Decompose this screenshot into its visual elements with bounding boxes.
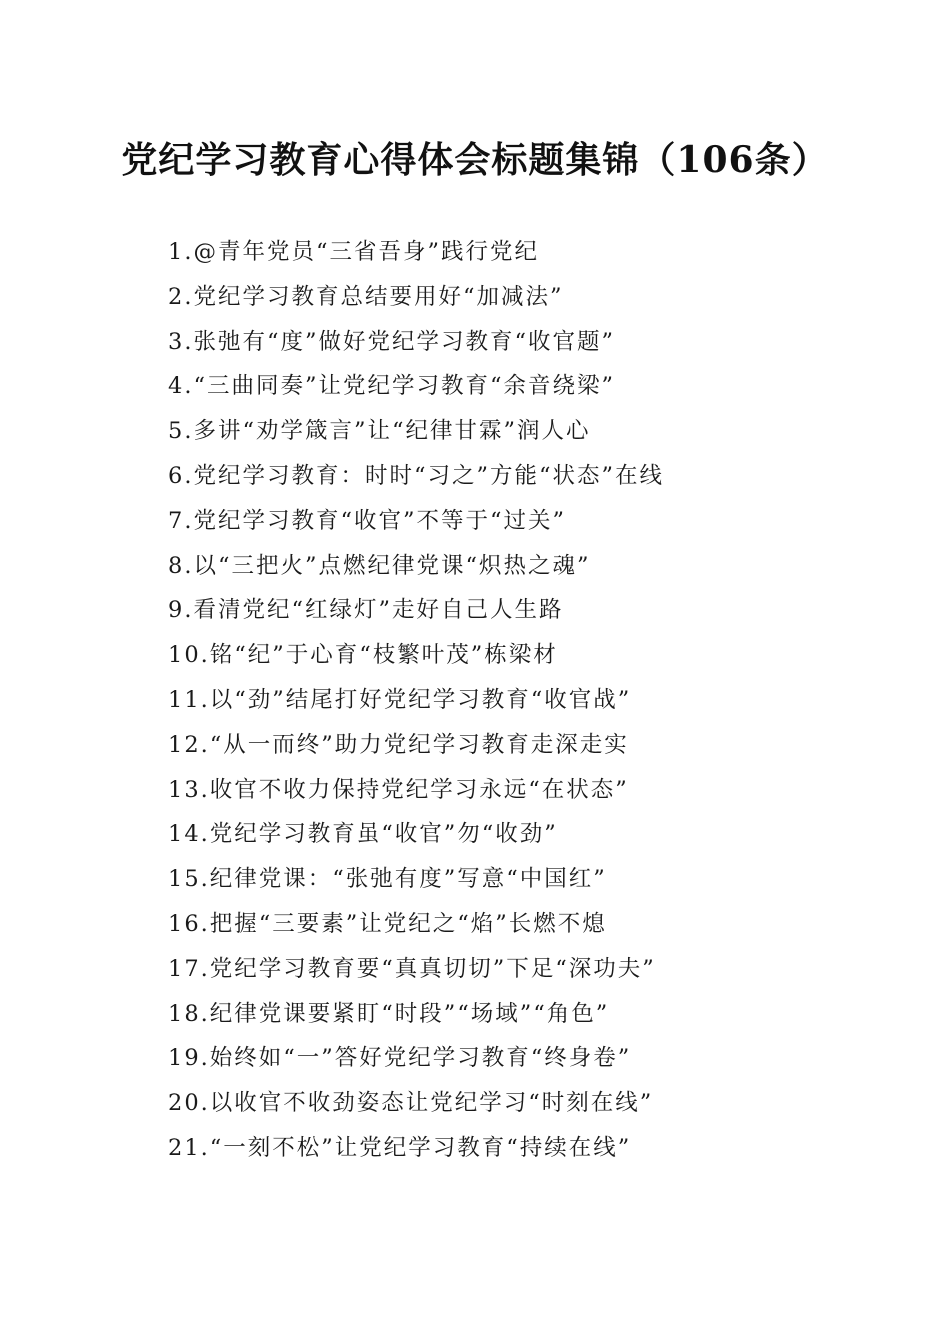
list-item: 20.以收官不收劲姿态让党纪学习“时刻在线” <box>168 1090 654 1117</box>
list-item: 17.党纪学习教育要“真真切切”下足“深功夫” <box>168 955 656 982</box>
list-item: 12.“从一而终”助力党纪学习教育走深走实 <box>168 731 629 758</box>
list-item: 15.纪律党课：“张弛有度”写意“中国红” <box>168 866 607 893</box>
list-item: 14.党纪学习教育虽“收官”勿“收劲” <box>168 821 558 848</box>
document-title: 党纪学习教育心得体会标题集锦（106条） <box>121 139 829 181</box>
list-item: 6.党纪学习教育：时时“习之”方能“状态”在线 <box>168 462 664 489</box>
list-item: 5.多讲“劝学箴言”让“纪律甘霖”润人心 <box>168 418 591 445</box>
headline-list <box>168 230 888 1171</box>
list-item: 1.@青年党员“三省吾身”践行党纪 <box>168 239 539 265</box>
list-item: 11.以“劲”结尾打好党纪学习教育“收官战” <box>168 686 632 713</box>
list-item: 9.看清党纪“红绿灯”走好自己人生路 <box>168 597 564 624</box>
list-item: 21.“一刻不松”让党纪学习教育“持续在线” <box>168 1134 632 1161</box>
list-item: 16.把握“三要素”让党纪之“焰”长燃不熄 <box>168 910 607 937</box>
list-item: 8.以“三把火”点燃纪律党课“炽热之魂” <box>168 552 591 579</box>
list-item: 7.党纪学习教育“收官”不等于“过关” <box>168 507 566 534</box>
list-item: 13.收官不收力保持党纪学习永远“在状态” <box>168 776 629 803</box>
list-item: 10.铭“纪”于心育“枝繁叶茂”栋梁材 <box>168 642 558 669</box>
list-item: 3.张弛有“度”做好党纪学习教育“收官题” <box>168 328 615 355</box>
list-item: 18.纪律党课要紧盯“时段”“场域”“角色” <box>168 1000 610 1027</box>
list-item: 4.“三曲同奏”让党纪学习教育“余音绕梁” <box>168 373 615 400</box>
list-item: 19.始终如“一”答好党纪学习教育“终身卷” <box>168 1045 632 1072</box>
list-item: 2.党纪学习教育总结要用好“加减法” <box>168 283 564 310</box>
